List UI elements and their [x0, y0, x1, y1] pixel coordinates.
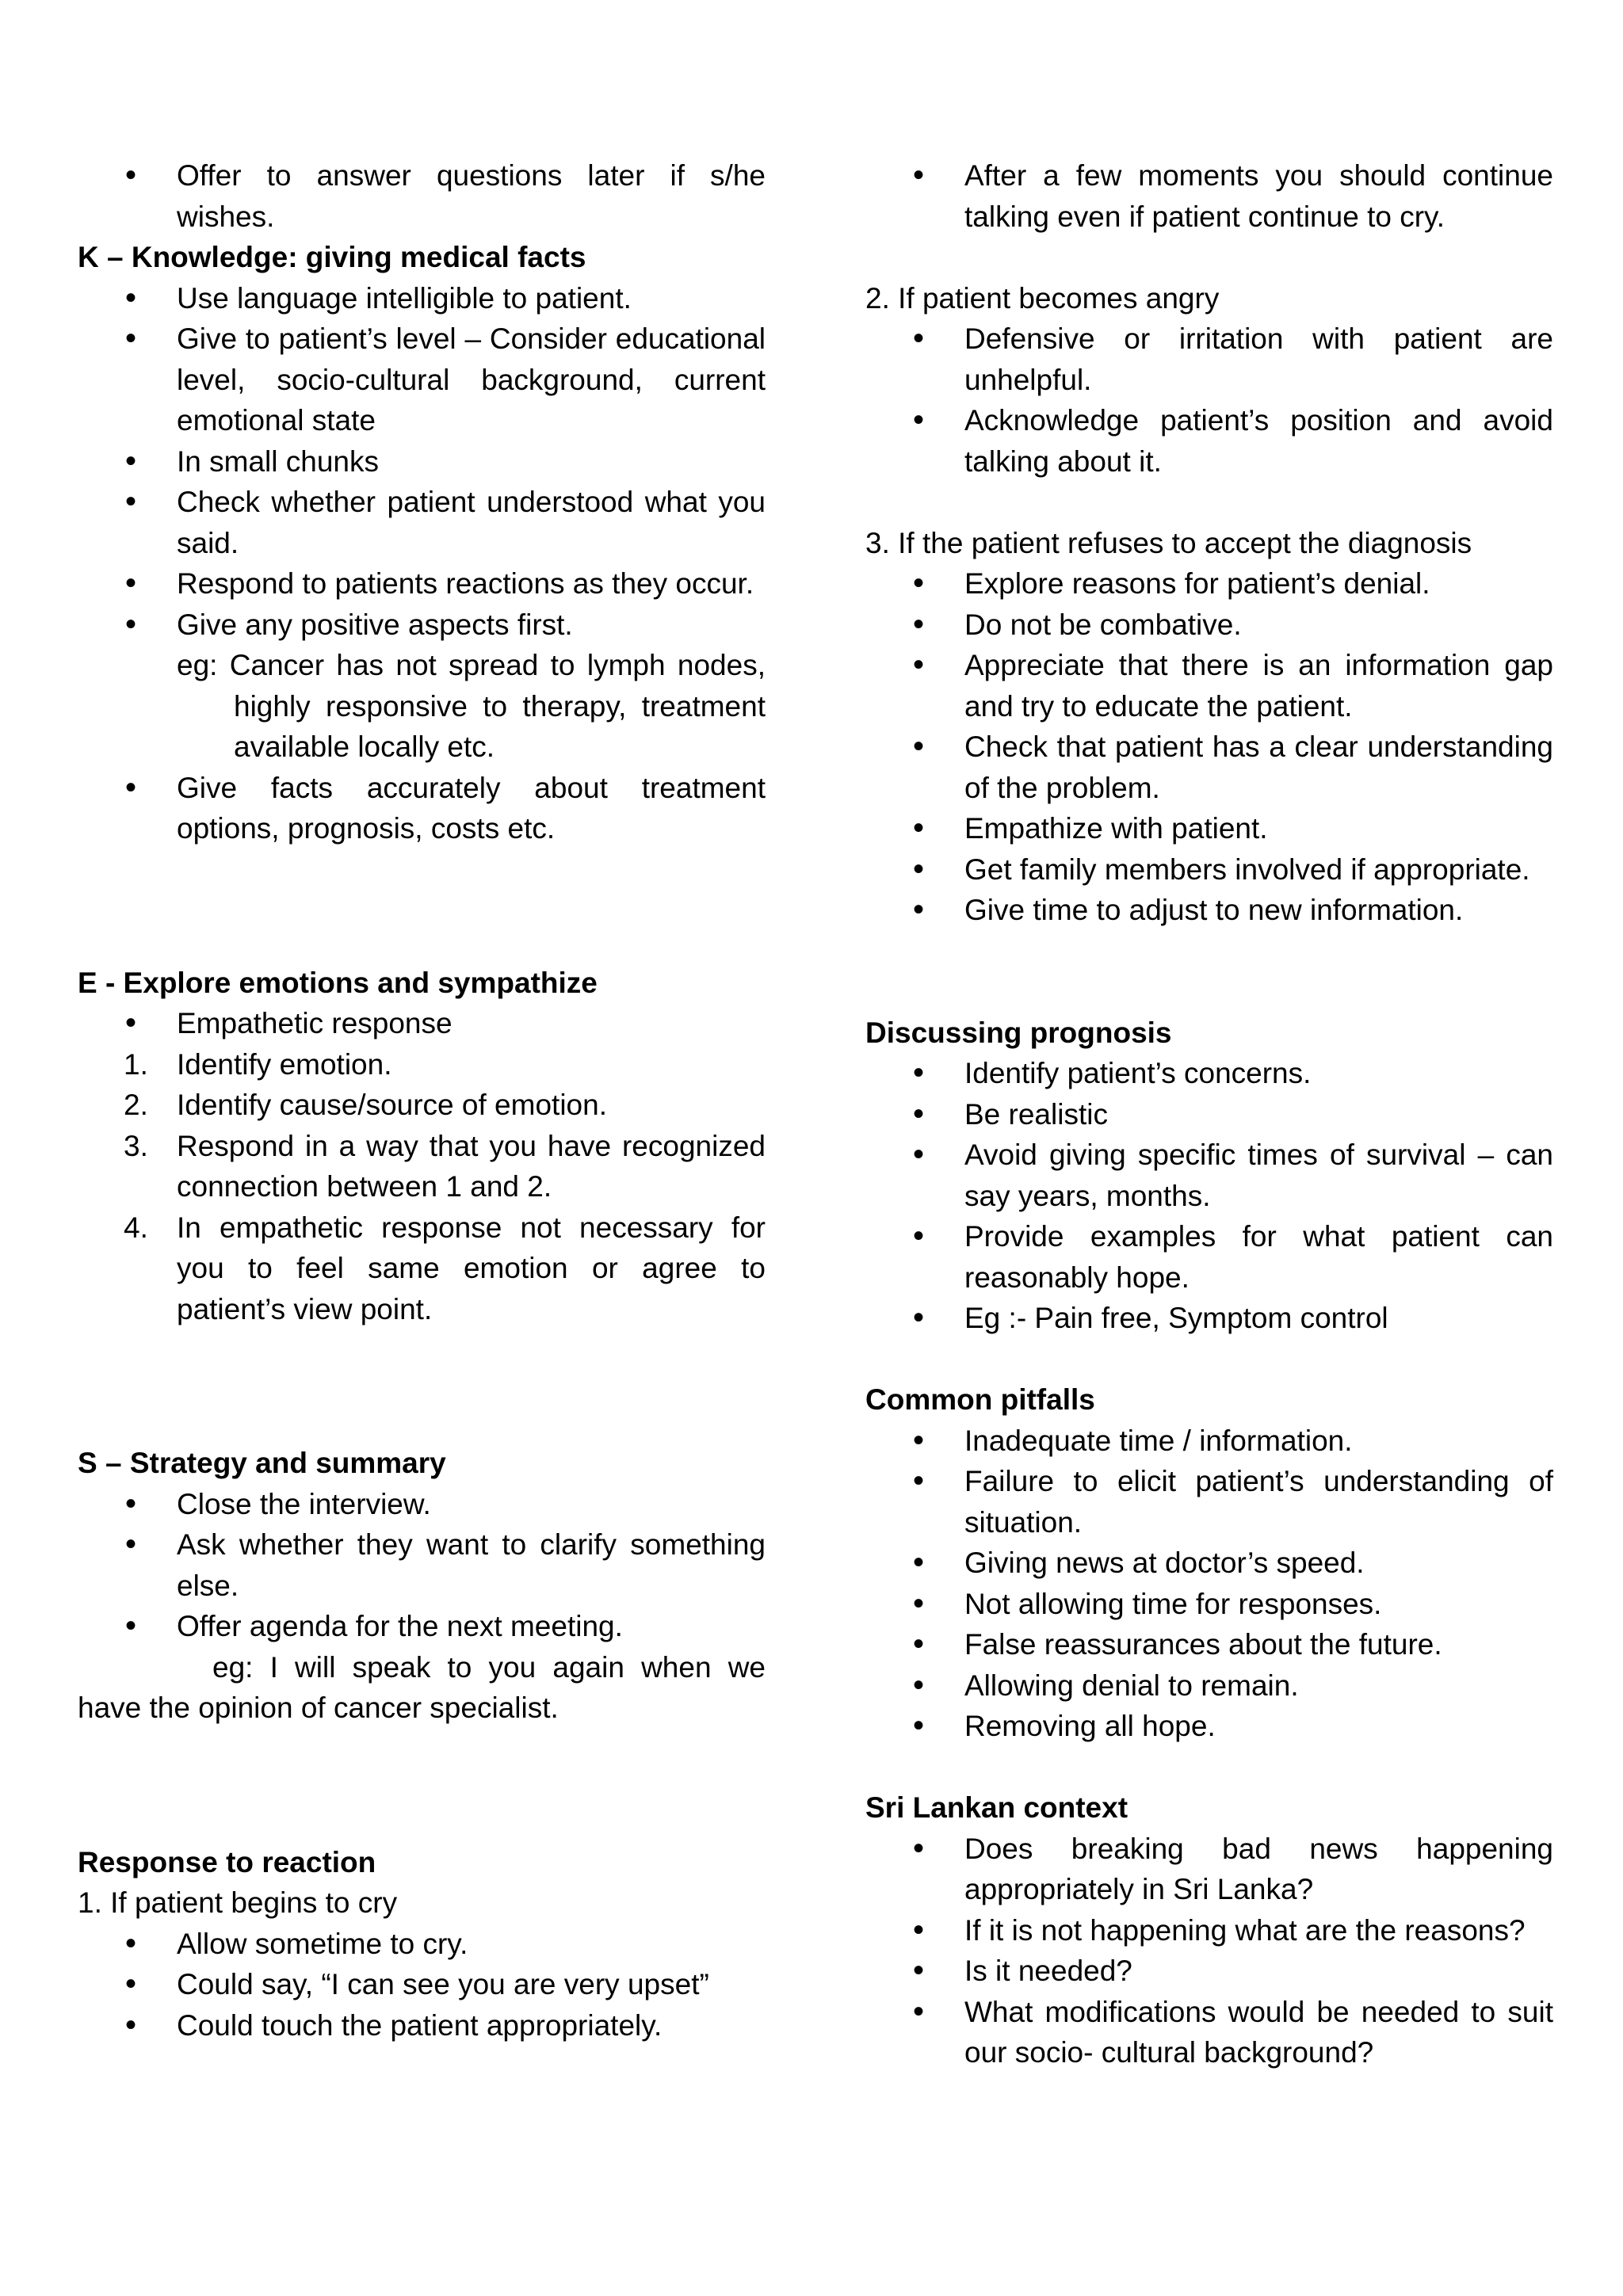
left-column [78, 155, 766, 2046]
cry-list-continued [865, 155, 1553, 237]
item-number: 1. [124, 1047, 148, 1081]
item-text: Identify emotion. [177, 1047, 392, 1081]
list-item: • Eg :- Pain free, Symptom control [865, 1298, 1553, 1339]
list-item: • Avoid giving specific times of survival – can say years, months. [865, 1135, 1553, 1216]
item-number: 3. [124, 1129, 148, 1162]
list-item: • Empathetic response [78, 1003, 766, 1044]
numbered-item [78, 1085, 766, 1126]
list-item: • Could say, “I can see you are very upset” [78, 1964, 766, 2005]
list-item: • False reassurances about the future. [865, 1624, 1553, 1665]
cry-list [78, 1924, 766, 2046]
strategy-heading: S – Strategy and summary [78, 1447, 446, 1479]
list-item: • Acknowledge patient’s position and avoid talking about it. [865, 400, 1553, 482]
prognosis-heading: Discussing prognosis [865, 1016, 1172, 1049]
list-item: • Check that patient has a clear understanding of the problem. [865, 727, 1553, 808]
knowledge-example: eg: Cancer has not spread to lymph nodes, highly responsive to therapy, treatment available locally etc. [177, 649, 766, 763]
srilanka-list [865, 1829, 1553, 2073]
list-item: • Inadequate time / information. [865, 1421, 1553, 1462]
srilanka-heading: Sri Lankan context [865, 1791, 1128, 1824]
refuse-subheading: 3. If the patient refuses to accept the diagnosis [865, 526, 1472, 559]
list-item: • Do not be combative. [865, 605, 1553, 646]
list-item: • If it is not happening what are the reasons? [865, 1910, 1553, 1951]
list-item: • Allow sometime to cry. [78, 1924, 766, 1965]
right-column [865, 155, 1553, 2073]
list-item: • Give facts accurately about treatment options, prognosis, costs etc. [78, 768, 766, 849]
list-item: • Give time to adjust to new information. [865, 890, 1553, 931]
angry-subheading: 2. If patient becomes angry [865, 281, 1220, 315]
knowledge-list [78, 278, 766, 646]
list-item: • Defensive or irritation with patient are unhelpful. [865, 318, 1553, 400]
strategy-list [78, 1484, 766, 1647]
prognosis-list [865, 1053, 1553, 1339]
emotions-heading: E - Explore emotions and sympathize [78, 966, 598, 999]
list-item: • Identify patient’s concerns. [865, 1053, 1553, 1094]
numbered-item [78, 1044, 766, 1085]
list-item: • Explore reasons for patient’s denial. [865, 563, 1553, 605]
numbered-item [78, 1207, 766, 1330]
list-item: • What modifications would be needed to suit our socio- cultural background? [865, 1992, 1553, 2073]
intro-list [78, 155, 766, 237]
numbered-item [78, 1126, 766, 1207]
list-item: • Is it needed? [865, 1951, 1553, 1992]
list-item: • Allowing denial to remain. [865, 1665, 1553, 1707]
item-text: Respond in a way that you have recognized connection between 1 and 2. [177, 1129, 766, 1203]
list-item: • Giving news at doctor’s speed. [865, 1543, 1553, 1584]
list-item: • Offer to answer questions later if s/he wishes. [78, 155, 766, 237]
list-item: • In small chunks [78, 441, 766, 482]
angry-list [865, 318, 1553, 482]
knowledge-list-2 [78, 768, 766, 849]
list-item: • Provide examples for what patient can reasonably hope. [865, 1216, 1553, 1298]
list-item: • Be realistic [865, 1094, 1553, 1135]
list-item: • Get family members involved if appropriate. [865, 849, 1553, 891]
strategy-example: eg: I will speak to you again when we have the opinion of cancer specialist. [78, 1650, 766, 1724]
emotions-list [78, 1003, 766, 1044]
emotions-steps [78, 1044, 766, 1330]
reaction-heading: Response to reaction [78, 1845, 376, 1878]
item-text: Identify cause/source of emotion. [177, 1089, 607, 1121]
list-item: • Close the interview. [78, 1484, 766, 1525]
list-item: • Check whether patient understood what you said. [78, 482, 766, 563]
list-item: • After a few moments you should continue talking even if patient continue to cry. [865, 155, 1553, 237]
cry-subheading: 1. If patient begins to cry [78, 1886, 398, 1919]
list-item: • Ask whether they want to clarify something else. [78, 1524, 766, 1606]
list-item: • Failure to elicit patient’s understanding of situation. [865, 1461, 1553, 1543]
list-item: • Respond to patients reactions as they occur. [78, 563, 766, 605]
list-item: • Not allowing time for responses. [865, 1584, 1553, 1625]
item-number: 4. [124, 1211, 148, 1244]
list-item: • Give to patient’s level – Consider educational level, socio-cultural background, current emotional state [78, 318, 766, 441]
list-item: • Could touch the patient appropriately. [78, 2005, 766, 2046]
list-item: • Does breaking bad news happening appropriately in Sri Lanka? [865, 1829, 1553, 1910]
list-item: • Give any positive aspects first. [78, 605, 766, 646]
list-item: • Offer agenda for the next meeting. [78, 1606, 766, 1647]
pitfalls-heading: Common pitfalls [865, 1383, 1095, 1416]
list-item: • Appreciate that there is an information gap and try to educate the patient. [865, 645, 1553, 727]
list-item: • Empathize with patient. [865, 808, 1553, 849]
list-item: • Removing all hope. [865, 1706, 1553, 1747]
knowledge-heading: K – Knowledge: giving medical facts [78, 241, 586, 273]
refuse-list [865, 563, 1553, 931]
item-number: 2. [124, 1089, 148, 1121]
pitfalls-list [865, 1421, 1553, 1747]
list-item: • Use language intelligible to patient. [78, 278, 766, 319]
item-text: In empathetic response not necessary for you to feel same emotion or agree to patient’s view point. [177, 1211, 766, 1325]
